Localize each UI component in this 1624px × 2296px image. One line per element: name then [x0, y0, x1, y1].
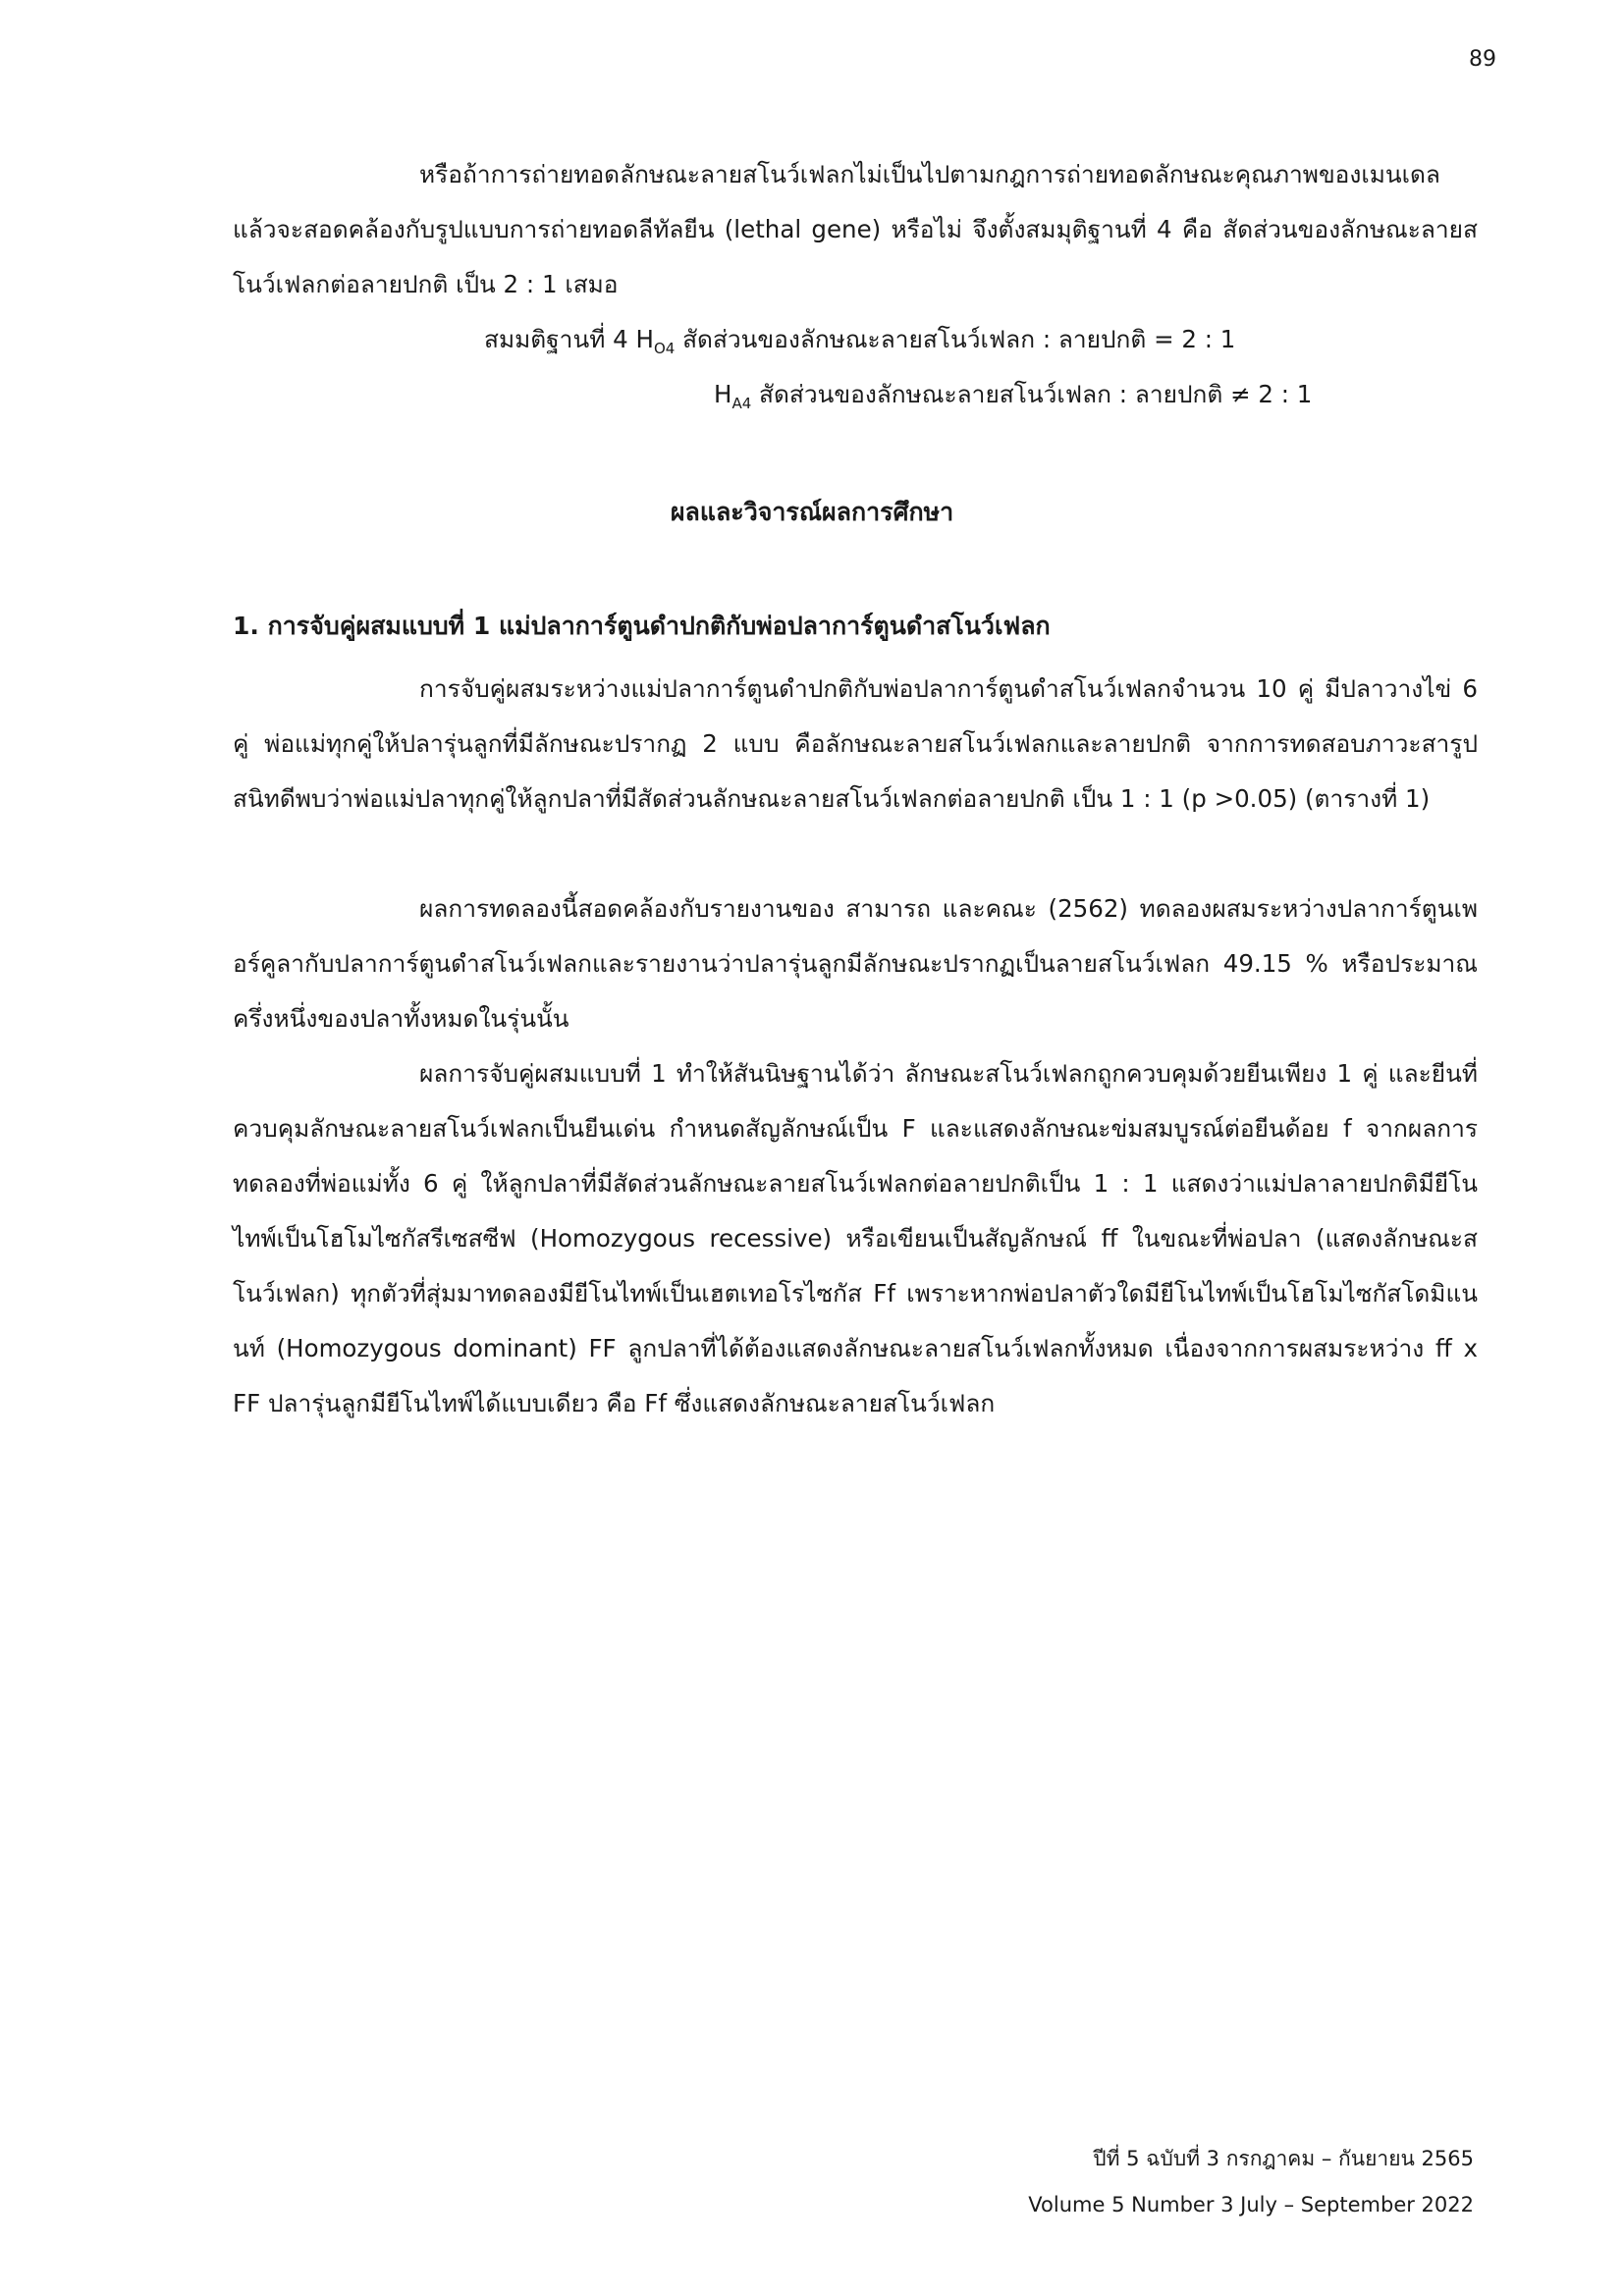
subsection-title: 1. การจับคู่ผสมแบบที่ 1 แม่ปลาการ์ตูนดำปกติกับพ่อปลาการ์ตูนดำสโนว์เฟลก — [233, 612, 1051, 640]
hypothesis-null-text: สัดส่วนของลักษณะลายสโนว์เฟลก : ลายปกติ = 2 : 1 — [675, 325, 1236, 353]
intro-paragraph: หรือถ้าการถ่ายทอดลักษณะลายสโนว์เฟลกไม่เป็นไปตามกฎการถ่ายทอดลักษณะคุณภาพของเมนเดลแล้วจะสอดคล้องกับรูปแบบการถ่ายทอดลีทัลยีน (lethal gene) หรือไม่ จึงตั้งสมมุติฐานที่ 4 คือ สัดส่วนของลักษณะลายสโนว์เฟลกต่อลายปกติ เป็น 2 : 1 เสมอ — [233, 160, 1478, 298]
hypothesis-alt-prefix: H — [714, 380, 732, 408]
paragraph-1: การจับคู่ผสมระหว่างแม่ปลาการ์ตูนดำปกติกับพ่อปลาการ์ตูนดำสโนว์เฟลกจำนวน 10 คู่ มีปลาวางไข่ 6 คู่ พ่อแม่ทุกคู่ให้ปลารุ่นลูกที่มีลักษณะปรากฏ 2 แบบ คือลักษณะลายสโนว์เฟลกและลายปกติ จากการทดสอบภาวะสารูปสนิทดีพบว่าพ่อแม่ปลาทุกคู่ให้ลูกปลาที่มีสัดส่วนลักษณะลายสโนว์เฟลกต่อลายปกติ เป็น 1 : 1 (p >0.05) (ตารางที่ 1) — [233, 674, 1478, 813]
hypothesis-alt-text: สัดส่วนของลักษณะลายสโนว์เฟลก : ลายปกติ ≠ 2 : 1 — [751, 380, 1313, 408]
page-number: 89 — [1469, 47, 1496, 72]
footer-thai: ปีที่ 5 ฉบับที่ 3 กรกฎาคม – กันยายน 2565 — [1093, 2147, 1474, 2170]
paragraph-3: ผลการจับคู่ผสมแบบที่ 1 ทำให้สันนิษฐานได้ว่า ลักษณะสโนว์เฟลกถูกควบคุมด้วยยีนเพียง 1 คู่ และยีนที่ควบคุมลักษณะลายสโนว์เฟลกเป็นยีนเด่น กำหนดสัญลักษณ์เป็น F และแสดงลักษณะข่มสมบูรณ์ต่อยีนด้อย f จากผลการทดลองที่พ่อแม่ทั้ง 6 คู่ ให้ลูกปลาที่มีสัดส่วนลักษณะลายสโนว์เฟลกต่อลายปกติเป็น 1 : 1 แสดงว่าแม่ปลาลายปกติมียีโนไทพ์เป็นโฮโมไซกัสรีเซสซีฟ (Homozygous recessive) หรือเขียนเป็นสัญลักษณ์ ff ในขณะที่พ่อปลา (แสดงลักษณะสโนว์เฟลก) ทุกตัวที่สุ่มมาทดลองมียีโนไทพ์เป็นเฮตเทอโรไซกัส Ff เพราะหากพ่อปลาตัวใดมียีโนไทพ์เป็นโฮโมไซกัสโดมิแนนท์ (Homozygous dominant) FF ลูกปลาที่ได้ต้องแสดงลักษณะลายสโนว์เฟลกทั้งหมด เนื่องจากการผสมระหว่าง ff x FF ปลารุ่นลูกมียีโนไทพ์ได้แบบเดียว คือ Ff ซึ่งแสดงลักษณะลายสโนว์เฟลก — [233, 1059, 1478, 1417]
hypothesis-alt-sub: A4 — [731, 394, 752, 412]
hypothesis-null-sub: O4 — [653, 339, 676, 357]
hypothesis-null-prefix: สมมติฐานที่ 4 H — [484, 325, 654, 353]
footer-english: Volume 5 Number 3 July – September 2022 — [1028, 2193, 1474, 2216]
paragraph-2: ผลการทดลองนี้สอดคล้องกับรายงานของ สามารถ และคณะ (2562) ทดลองผสมระหว่างปลาการ์ตูนเพอร์คูลากับปลาการ์ตูนดำสโนว์เฟลกและรายงานว่าปลารุ่นลูกมีลักษณะปรากฏเป็นลายสโนว์เฟลก 49.15 % หรือประมาณครึ่งหนึ่งของปลาทั้งหมดในรุ่นนั้น — [233, 894, 1478, 1033]
hypothesis-alternative — [714, 367, 1312, 431]
section-title: ผลและวิจารณ์ผลการศึกษา — [670, 498, 954, 526]
